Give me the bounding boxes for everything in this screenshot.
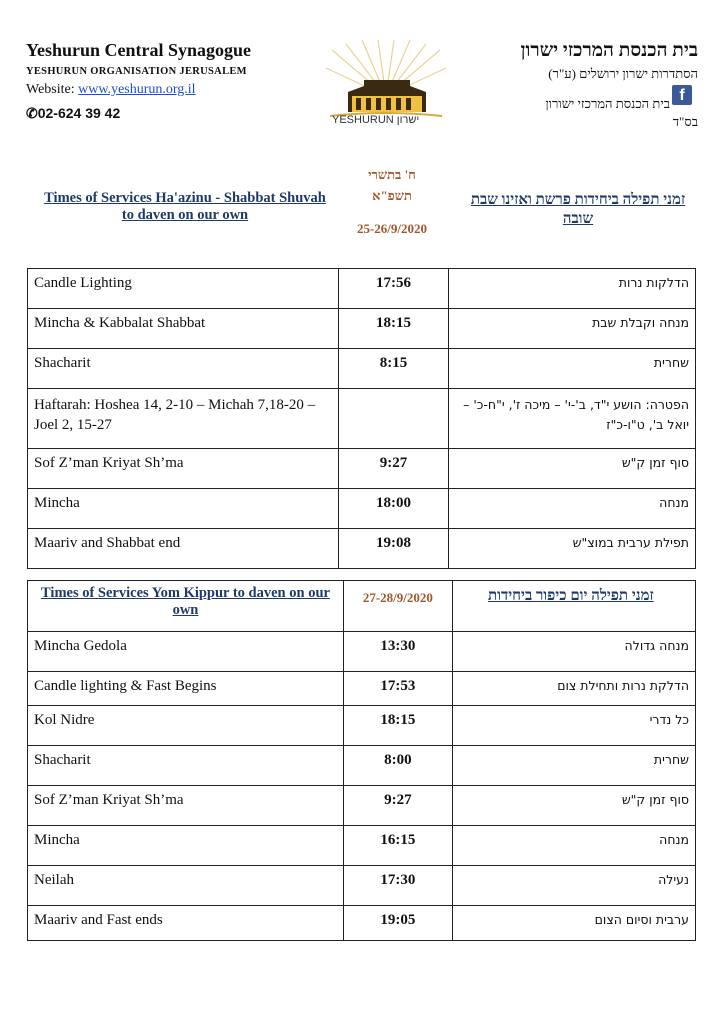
- section1-title-he: זמני תפילה ביחידות פרשת ואזינו שבת שובה: [470, 192, 686, 227]
- service-name-he: הדלקות נרות: [448, 269, 695, 309]
- service-name-en: Mincha: [28, 489, 339, 529]
- service-name-en: Maariv and Fast ends: [28, 906, 344, 941]
- service-name-en: Candle lighting & Fast Begins: [28, 672, 344, 706]
- service-time: 18:15: [343, 706, 452, 746]
- section1-table: [27, 268, 696, 569]
- service-name-en: Shacharit: [28, 746, 344, 786]
- facebook-icon[interactable]: f: [672, 85, 692, 105]
- service-name-en: Mincha & Kabbalat Shabbat: [28, 309, 339, 349]
- besiyata-dishmaya: בס"ד: [672, 114, 698, 129]
- table-row: [28, 489, 696, 529]
- org-subtitle: YESHURUN ORGANISATION JERUSALEM: [26, 66, 247, 77]
- table-row: [28, 389, 696, 449]
- table-row: [28, 632, 696, 672]
- service-name-he: תפילת ערבית במוצ"ש: [448, 529, 695, 569]
- facebook-page-name[interactable]: בית הכנסת המרכזי ישורון: [545, 96, 670, 111]
- table-row: [28, 529, 696, 569]
- service-name-he: סוף זמן ק"ש: [448, 449, 695, 489]
- service-name-en: Sof Z’man Kriyat Sh’ma: [28, 449, 339, 489]
- service-time: 13:30: [343, 632, 452, 672]
- table-row: [28, 906, 696, 941]
- service-time: 19:08: [339, 529, 449, 569]
- table-row: [28, 672, 696, 706]
- website-line: [26, 82, 196, 98]
- service-name-en: Sof Z’man Kriyat Sh’ma: [28, 786, 344, 826]
- service-name-en: Maariv and Shabbat end: [28, 529, 339, 569]
- section1-title-en: Times of Services Ha'azinu - Shabbat Shuvah to daven on our own: [44, 190, 326, 223]
- service-name-he: ערבית וסיום הצום: [452, 906, 695, 941]
- service-name-he: כל נדרי: [452, 706, 695, 746]
- service-time: 8:00: [343, 746, 452, 786]
- service-name-en: Candle Lighting: [28, 269, 339, 309]
- service-time: 17:56: [339, 269, 449, 309]
- website-label: Website:: [26, 82, 75, 97]
- section2-header-row: [28, 581, 696, 632]
- service-time: 17:30: [343, 866, 452, 906]
- logo-caption: YESHURUN ישרון: [332, 114, 420, 126]
- table-row: [28, 826, 696, 866]
- table-row: [28, 706, 696, 746]
- table-row: [28, 269, 696, 309]
- table-row: [28, 349, 696, 389]
- section2-title-he: זמני תפילה יום כיפור ביחידות: [488, 588, 654, 604]
- section1-hebrew-year: תשפ"א: [372, 188, 412, 203]
- section2-date: 27-28/9/2020: [362, 590, 433, 605]
- service-name-en: Mincha Gedola: [28, 632, 344, 672]
- phone-line: [26, 105, 120, 122]
- service-time: 9:27: [343, 786, 452, 826]
- service-name-he: מנחה: [452, 826, 695, 866]
- service-name-he: הדלקת נרות ותחילת צום: [452, 672, 695, 706]
- service-name-he: שחרית: [452, 746, 695, 786]
- service-name-he: מנחה וקבלת שבת: [448, 309, 695, 349]
- service-time: 18:15: [339, 309, 449, 349]
- table-row: [28, 866, 696, 906]
- service-name-he: הפטרה: הושע י"ד, ב'-י' – מיכה ז', י"ח-כ' – יואל ב', ט"ו-כ"ז: [448, 389, 695, 449]
- section2-title-en: Times of Services Yom Kippur to daven on our own: [41, 585, 330, 618]
- org-name: Yeshurun Central Synagogue: [26, 40, 252, 60]
- service-name-en: Shacharit: [28, 349, 339, 389]
- service-name-he: מנחה גדולה: [452, 632, 695, 672]
- phone-number: 02-624 39 42: [37, 105, 121, 121]
- service-time: 17:53: [343, 672, 452, 706]
- section1-hebrew-day: ח' בתשרי: [368, 167, 416, 182]
- service-name-en: Haftarah: Hoshea 14, 2-10 – Michah 7,18-20 – Joel 2, 15-27: [28, 389, 339, 449]
- section2-table: [27, 580, 696, 941]
- service-time: [339, 389, 449, 449]
- hebrew-org-name: בית הכנסת המרכזי ישרון: [520, 40, 698, 61]
- service-time: 8:15: [339, 349, 449, 389]
- service-name-he: נעילה: [452, 866, 695, 906]
- service-name-he: סוף זמן ק"ש: [452, 786, 695, 826]
- table-row: [28, 309, 696, 349]
- service-name-en: Mincha: [28, 826, 344, 866]
- table-row: [28, 449, 696, 489]
- phone-icon: ✆: [26, 105, 38, 121]
- service-time: 18:00: [339, 489, 449, 529]
- hebrew-org-subtitle: הסתדרות ישרון ירושלים (ע"ר): [548, 66, 698, 81]
- service-time: 19:05: [343, 906, 452, 941]
- service-time: 9:27: [339, 449, 449, 489]
- service-name-en: Neilah: [28, 866, 344, 906]
- section1-date-block: [338, 164, 446, 239]
- website-link[interactable]: www.yeshurun.org.il: [78, 82, 196, 97]
- table-row: [28, 786, 696, 826]
- service-time: 16:15: [343, 826, 452, 866]
- service-name-en: Kol Nidre: [28, 706, 344, 746]
- service-name-he: מנחה: [448, 489, 695, 529]
- service-name-he: שחרית: [448, 349, 695, 389]
- table-row: [28, 746, 696, 786]
- section1-date: 25-26/9/2020: [356, 221, 428, 236]
